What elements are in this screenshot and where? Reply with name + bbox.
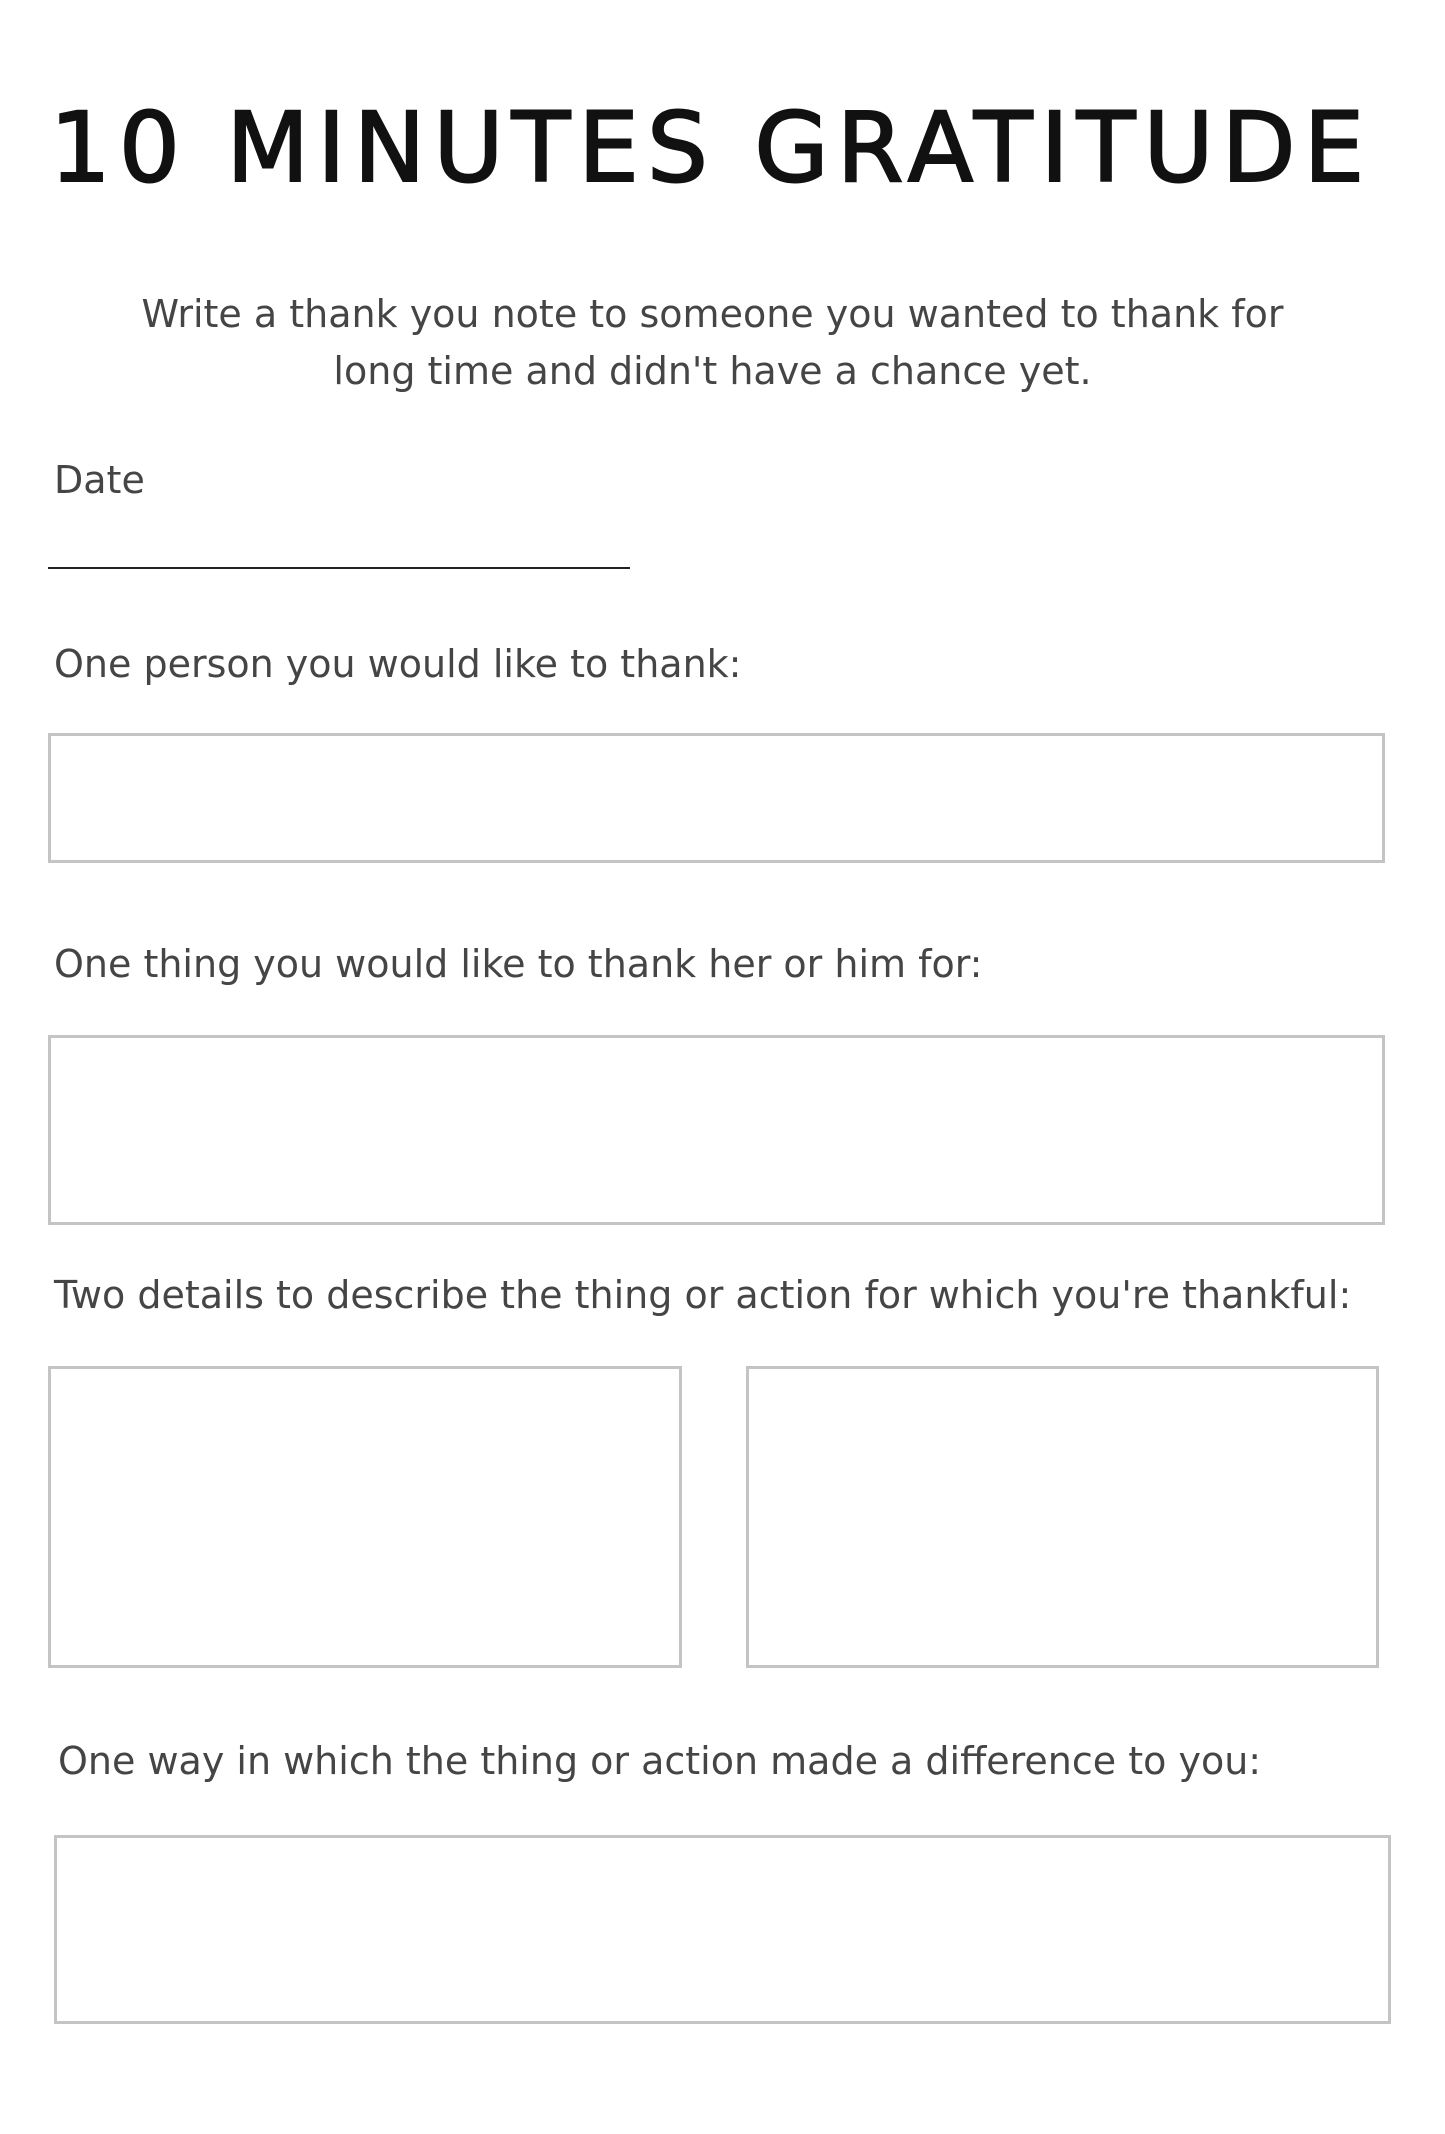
worksheet-title: 10 MINUTES GRATITUDE xyxy=(49,92,1373,204)
person-answer-box[interactable] xyxy=(48,733,1385,863)
difference-question-label: One way in which the thing or action made a difference to you: xyxy=(58,1739,1262,1783)
detail-one-answer-box[interactable] xyxy=(48,1366,682,1668)
thing-answer-box[interactable] xyxy=(48,1035,1385,1225)
date-write-line[interactable] xyxy=(48,567,630,569)
details-question-label: Two details to describe the thing or action for which you're thankful: xyxy=(54,1273,1352,1317)
person-question-label: One person you would like to thank: xyxy=(54,642,742,686)
thing-question-label: One thing you would like to thank her or him for: xyxy=(54,942,983,986)
worksheet-instructions: Write a thank you note to someone you wanted to thank for long time and didn't have a chance yet. xyxy=(141,292,1284,393)
date-label: Date xyxy=(54,458,145,502)
detail-two-answer-box[interactable] xyxy=(746,1366,1379,1668)
difference-answer-box[interactable] xyxy=(54,1835,1391,2024)
